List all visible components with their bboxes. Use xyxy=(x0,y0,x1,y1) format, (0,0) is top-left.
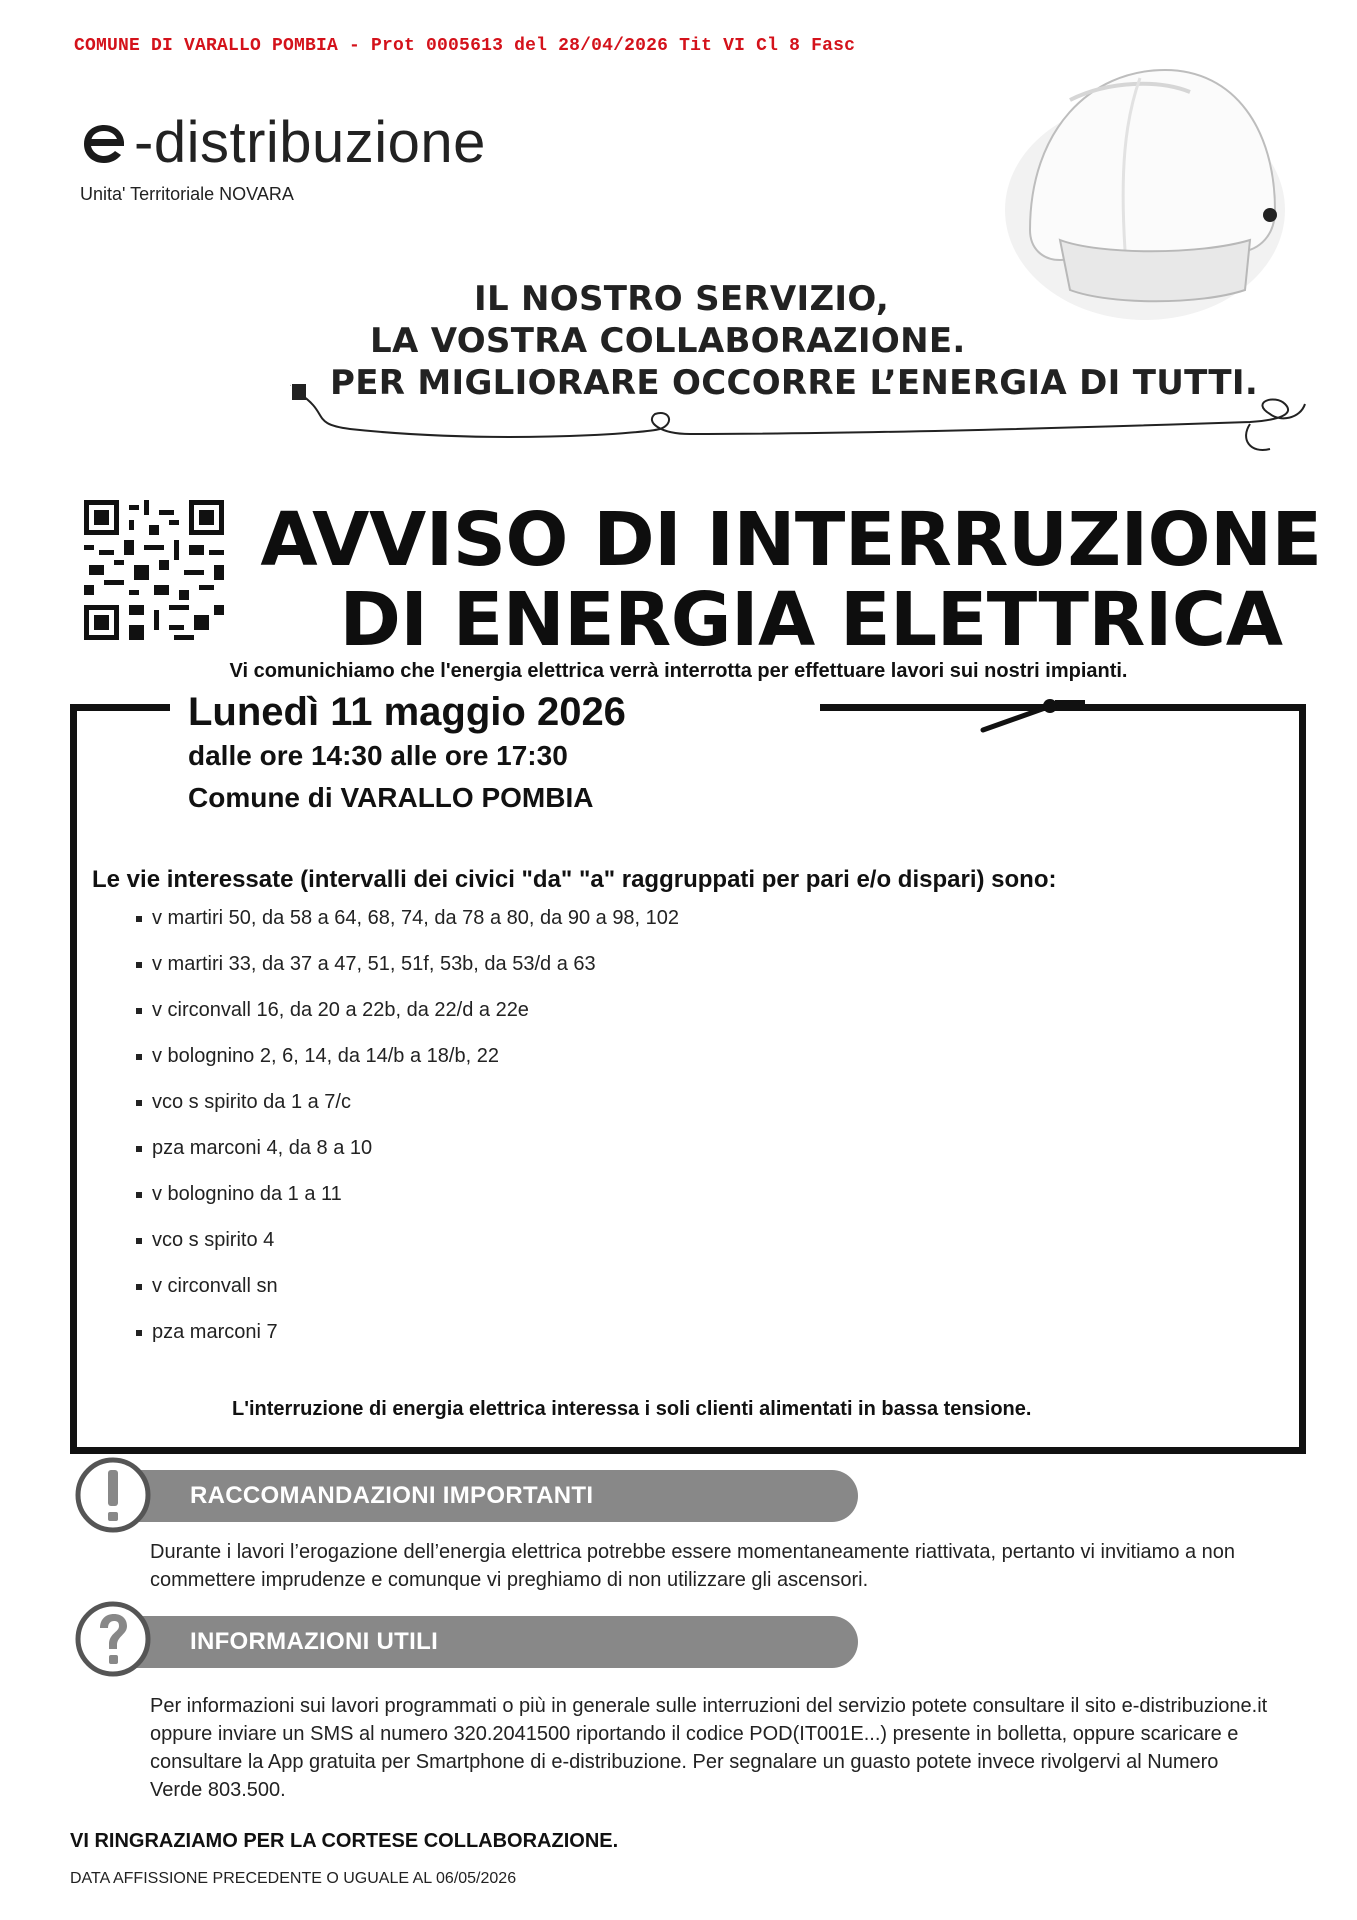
list-item: v martiri 50, da 58 a 64, 68, 74, da 78 a 80, da 90 a 98, 102 xyxy=(132,898,679,944)
list-item: v bolognino da 1 a 11 xyxy=(132,1174,679,1220)
slogan-line-1: IL NOSTRO SERVIZIO, xyxy=(474,279,890,319)
page-title xyxy=(246,497,1336,663)
info-text: Per informazioni sui lavori programmati o più in generale sulle interruzioni del servizio potete consultare il sito e-distribuzione.it oppure inviare un SMS al numero 320.2041500 riportando il codice POD(IT001E...) presente in bolletta, oppure scaricare e consultare la App gratuita per Smartphone di e-distribuzione. Per segnalare un guasto potete invece rivolgervi al Numero Verde 803.500. xyxy=(150,1695,1268,1801)
list-item: vco s spirito 4 xyxy=(132,1220,679,1266)
tool-icon xyxy=(975,690,1085,740)
list-item: v circonvall 16, da 20 a 22b, da 22/d a 22e xyxy=(132,990,679,1036)
list-item: vco s spirito da 1 a 7/c xyxy=(132,1082,679,1128)
event-comune: Comune di VARALLO POMBIA xyxy=(188,782,594,813)
low-voltage-note: L'interruzione di energia elettrica interessa i soli clienti alimentati in bassa tensione. xyxy=(232,1398,1032,1420)
exclamation-icon xyxy=(74,1456,152,1534)
streets-list xyxy=(132,898,679,1358)
posting-date: DATA AFFISSIONE PRECEDENTE O UGUALE AL 06/05/2026 xyxy=(70,1870,517,1887)
list-item: pza marconi 4, da 8 a 10 xyxy=(132,1128,679,1174)
power-cord-icon xyxy=(290,374,1310,464)
title-line-2: DI ENERGIA ELETTRICA xyxy=(339,577,1283,663)
event-date: Lunedì 11 maggio 2026 xyxy=(188,690,626,734)
e-logo-icon xyxy=(78,117,130,169)
recommendations-text: Durante i lavori l’erogazione dell’energia elettrica potrebbe essere momentaneamente riattivata, pertanto vi invitiamo a non commettere imprudenze e comunque vi preghiamo di non utilizzare gli ascensori. xyxy=(150,1541,1236,1591)
event-time: dalle ore 14:30 alle ore 17:30 xyxy=(188,740,568,771)
logo-wordmark: -distribuzione xyxy=(134,110,486,175)
info-title: INFORMAZIONI UTILI xyxy=(110,1616,858,1668)
qr-code-icon xyxy=(84,500,224,640)
company-logo xyxy=(78,110,486,175)
list-item: pza marconi 7 xyxy=(132,1312,679,1358)
list-item: v bolognino 2, 6, 14, da 14/b a 18/b, 22 xyxy=(132,1036,679,1082)
streets-heading: Le vie interessate (intervalli dei civici "da" "a" raggruppati per pari e/o dispari) sono: xyxy=(92,866,1057,893)
protocol-header: COMUNE DI VARALLO POMBIA - Prot 0005613 del 28/04/2026 Tit VI Cl 8 Fasc xyxy=(74,36,856,56)
list-item: v martiri 33, da 37 a 47, 51, 51f, 53b, da 53/d a 63 xyxy=(132,944,679,990)
question-icon xyxy=(74,1600,152,1678)
intro-text: Vi comunichiamo che l'energia elettrica verrà interrotta per effettuare lavori sui nostri impianti. xyxy=(229,660,1128,682)
title-line-1: AVVISO DI INTERRUZIONE xyxy=(260,497,1322,583)
territorial-unit: Unita' Territoriale NOVARA xyxy=(80,184,294,204)
list-item: v circonvall sn xyxy=(132,1266,679,1312)
slogan-line-2: LA VOSTRA COLLABORAZIONE. xyxy=(370,321,966,361)
thanks-text: VI RINGRAZIAMO PER LA CORTESE COLLABORAZIONE. xyxy=(70,1830,619,1852)
slogan-line-3: PER MIGLIORARE OCCORRE L’ENERGIA DI TUTTI. xyxy=(330,363,1259,403)
recommendations-title: RACCOMANDAZIONI IMPORTANTI xyxy=(110,1470,858,1522)
